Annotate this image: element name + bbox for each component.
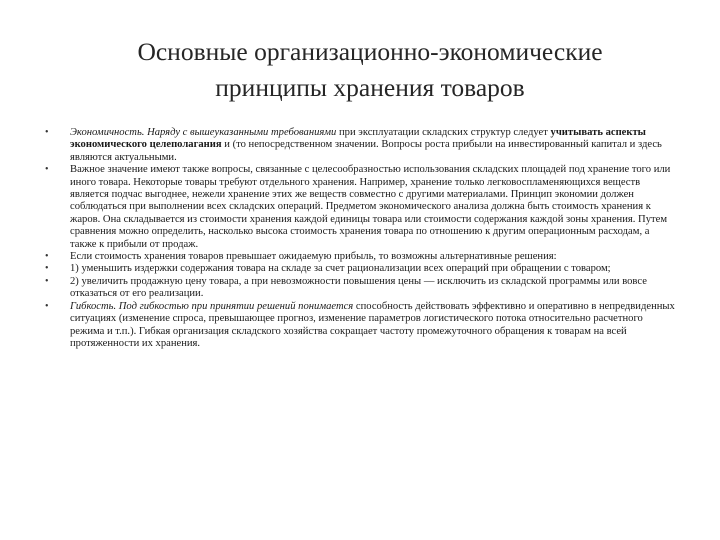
bullet-marker: • (45, 275, 49, 287)
alternatives-text: Если стоимость хранения товаров превышает ожидаемую прибыль, то возможны альтернативные решения: (70, 251, 557, 263)
option-2-text: 2) увеличить продажную цену товара, а при невозможности повышения цены — исключить из складской программы или вовсе отказаться от его реализации. (70, 275, 647, 300)
economy-lead: Экономичность. Наряду с вышеуказанными требованиями (70, 127, 337, 138)
bullet-marker: • (45, 300, 49, 312)
title-line-1: Основные организационно-экономические (137, 37, 603, 66)
option-1-text: 1) уменьшить издержки содержания товара на складе за счет рационализации всех операций при обращении с товаром; (70, 263, 611, 275)
bullet-alternatives (45, 251, 675, 263)
bullet-economy (45, 127, 675, 164)
bullet-marker: • (45, 164, 49, 176)
bullet-marker: • (45, 263, 49, 275)
bullet-flexibility (45, 301, 675, 351)
storage-cost-text: Важное значение имеют также вопросы, связанные с целесообразностью использования складских площадей под хранение того или иного товара. Некоторые товары требуют отдельного хранения. Например, хранение только легковоспламеняющихся веществ является подчас выгоднее, нежели хранение этих же веществ совместно с другими материалами. Принцип экономии должен соблюдаться при выполнении всех складских операций. Предметом экономического анализа должна быть стоимость хранения к жаров. Она складывается из стоимости хранения каждой единицы товара или стоимости содержания каждой зоны хранения. Путем сравнения можно определить, насколько высока стоимость хранения товара по отношению к другим операционным расходам, а также к прибыли от продаж. (70, 164, 671, 250)
flexibility-lead: Гибкость. Под гибкостью при принятии решений понимается (70, 300, 354, 312)
economy-text-1: при эксплуатации складских структур следует (336, 127, 551, 138)
bullet-option-2 (45, 276, 675, 301)
economy-text-2: и (то непосредственном значении. Вопросы роста прибыли на инвестированный капитал и здесь являются актуальными. (70, 139, 662, 163)
flexibility-text: способность действовать эффективно и оперативно в непредвиденных ситуациях (изменение спроса, превышающее прогноз, изменение параметров логистического потока относительно расчетного режима и т.п.). Гибкая организация складского хозяйства сокращает частоту промежуточного обращения к товарам на всей протяженности их хранения. (70, 300, 675, 349)
bullet-marker: • (45, 127, 49, 138)
bullet-storage-cost (45, 164, 675, 251)
slide-title (60, 34, 680, 106)
title-line-2: принципы хранения товаров (215, 73, 525, 102)
bullet-list (45, 127, 675, 350)
bullet-marker: • (45, 251, 49, 263)
economy-bold: учитывать аспекты экономического целеполагания (70, 127, 646, 151)
bullet-option-1 (45, 263, 675, 275)
